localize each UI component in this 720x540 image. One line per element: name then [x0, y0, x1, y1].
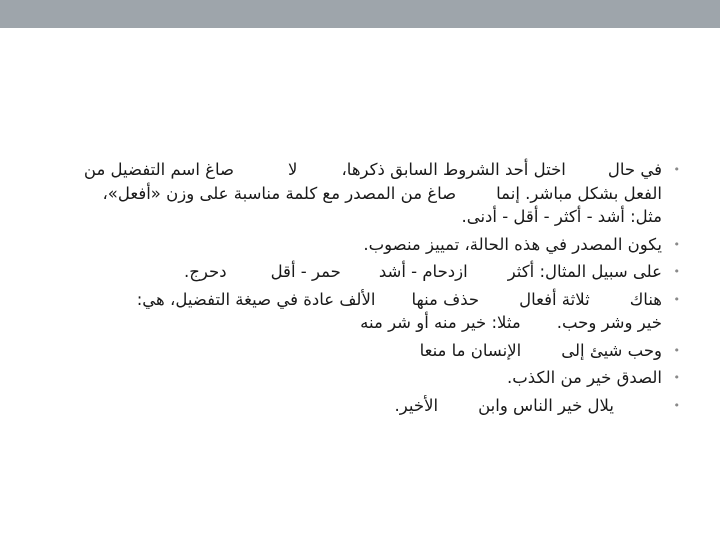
text-segment: لا — [288, 160, 298, 179]
text-segment: وحب شيئ إلى — [561, 340, 662, 360]
text-segment: هناك — [629, 289, 662, 309]
bullet-dot-icon: • — [673, 343, 680, 357]
bullet-line — [40, 339, 662, 363]
bullet-item — [40, 366, 680, 390]
text-segment: يلال خير الناس وابن — [478, 395, 614, 415]
text-segment: خير وشر وحب. — [556, 313, 662, 332]
bullet-dot-icon: • — [673, 237, 680, 251]
bullet-dot-icon: • — [673, 292, 680, 306]
text-segment: الإنسان ما منعا — [419, 340, 522, 360]
text-segment: حمر - أقل — [270, 262, 341, 281]
bullet-line — [40, 394, 662, 418]
bullet-item — [40, 288, 680, 335]
text-segment: على سبيل المثال: أكثر — [507, 262, 662, 281]
bullet-dot-icon: • — [673, 398, 680, 412]
bullet-line — [40, 158, 662, 182]
bullet-line — [40, 311, 662, 335]
bullet-dot-icon: • — [673, 371, 680, 384]
bullet-dot-icon: • — [673, 265, 680, 278]
top-header-band — [0, 0, 720, 28]
text-segment: الصدق خير من الكذب. — [507, 368, 662, 387]
text-segment: يكون المصدر في هذه الحالة، تمييز منصوب. — [363, 234, 662, 254]
text-segment: ازدحام - أشد — [378, 262, 468, 281]
text-segment: مثلا: خير منه أو شر منه — [360, 313, 521, 332]
text-segment: الألف عادة في صيغة التفضيل، هي: — [136, 289, 376, 309]
bullet-item — [40, 158, 680, 229]
text-segment: حذف منها — [411, 289, 480, 309]
text-segment: صاغ من المصدر مع كلمة مناسبة على وزن «أفعل»، — [102, 183, 457, 203]
bullet-item — [40, 339, 680, 363]
bullet-item — [40, 233, 680, 257]
text-segment: في حال — [607, 160, 662, 179]
bullet-line — [40, 288, 662, 312]
bullet-line — [40, 366, 662, 390]
bullet-line — [40, 260, 662, 284]
text-segment: الأخير. — [394, 395, 439, 415]
bullet-line — [40, 233, 662, 257]
slide-body — [40, 158, 680, 421]
text-segment: اختل أحد الشروط السابق ذكرها، — [341, 160, 566, 179]
text-segment: صاغ اسم التفضيل من — [83, 160, 235, 179]
text-segment: الفعل بشكل مباشر. إنما — [496, 183, 662, 203]
text-segment: دحرج. — [184, 262, 227, 281]
bullet-line — [40, 182, 662, 206]
text-segment: مثل: أشد - أكثر - أقل - أدنى. — [461, 207, 662, 226]
text-segment: ثلاثة أفعال — [519, 289, 590, 309]
bullet-line — [40, 205, 662, 229]
bullet-item — [40, 394, 680, 418]
bullet-item — [40, 260, 680, 284]
bullet-dot-icon: • — [673, 163, 680, 176]
